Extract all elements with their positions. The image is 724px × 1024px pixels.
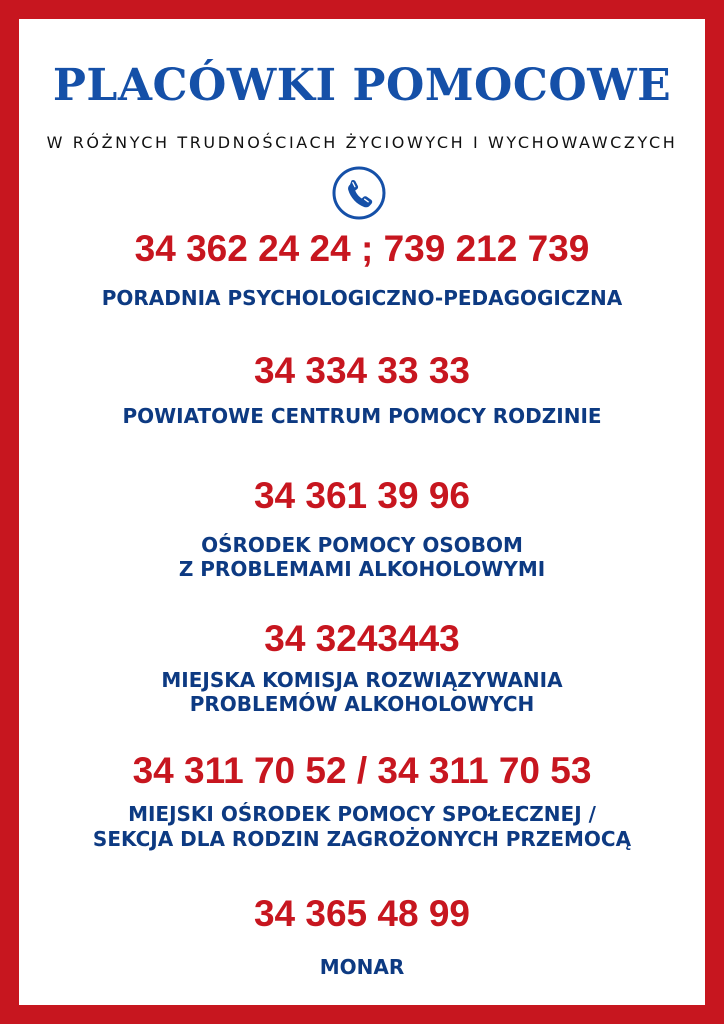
institution-name-line: OŚRODEK POMOCY OSOBOM	[201, 533, 523, 557]
phone-number: 34 334 33 33	[253, 350, 471, 391]
institution-name-line: MIEJSKI OŚRODEK POMOCY SPOŁECZNEJ /	[128, 802, 596, 826]
institution-name-line: SEKCJA DLA RODZIN ZAGROŻONYCH PRZEMOCĄ	[92, 827, 632, 851]
phone-number: 34 3243443	[264, 618, 460, 659]
institution-name-line: MIEJSKA KOMISJA ROZWIĄZYWANIA	[161, 668, 563, 692]
page-subtitle: W RÓŻNYCH TRUDNOŚCIACH ŻYCIOWYCH I WYCHOWAWCZYCH	[46, 133, 678, 152]
institution-name: PORADNIA PSYCHOLOGICZNO-PEDAGOGICZNA	[101, 286, 623, 310]
institution-name-line: Z PROBLEMAMI ALKOHOLOWYMI	[178, 557, 546, 581]
institution-name: MONAR	[319, 955, 405, 979]
page-title: PLACÓWKI POMOCOWE	[52, 60, 672, 111]
phone-icon	[331, 165, 387, 221]
phone-number: 34 365 48 99	[253, 893, 471, 934]
phone-number: 34 361 39 96	[253, 475, 471, 516]
institution-name: POWIATOWE CENTRUM POMOCY RODZINIE	[122, 404, 602, 428]
phone-number: 34 311 70 52 / 34 311 70 53	[132, 750, 592, 791]
phone-number: 34 362 24 24 ; 739 212 739	[134, 228, 590, 269]
institution-name-line: PROBLEMÓW ALKOHOLOWYCH	[189, 692, 535, 716]
